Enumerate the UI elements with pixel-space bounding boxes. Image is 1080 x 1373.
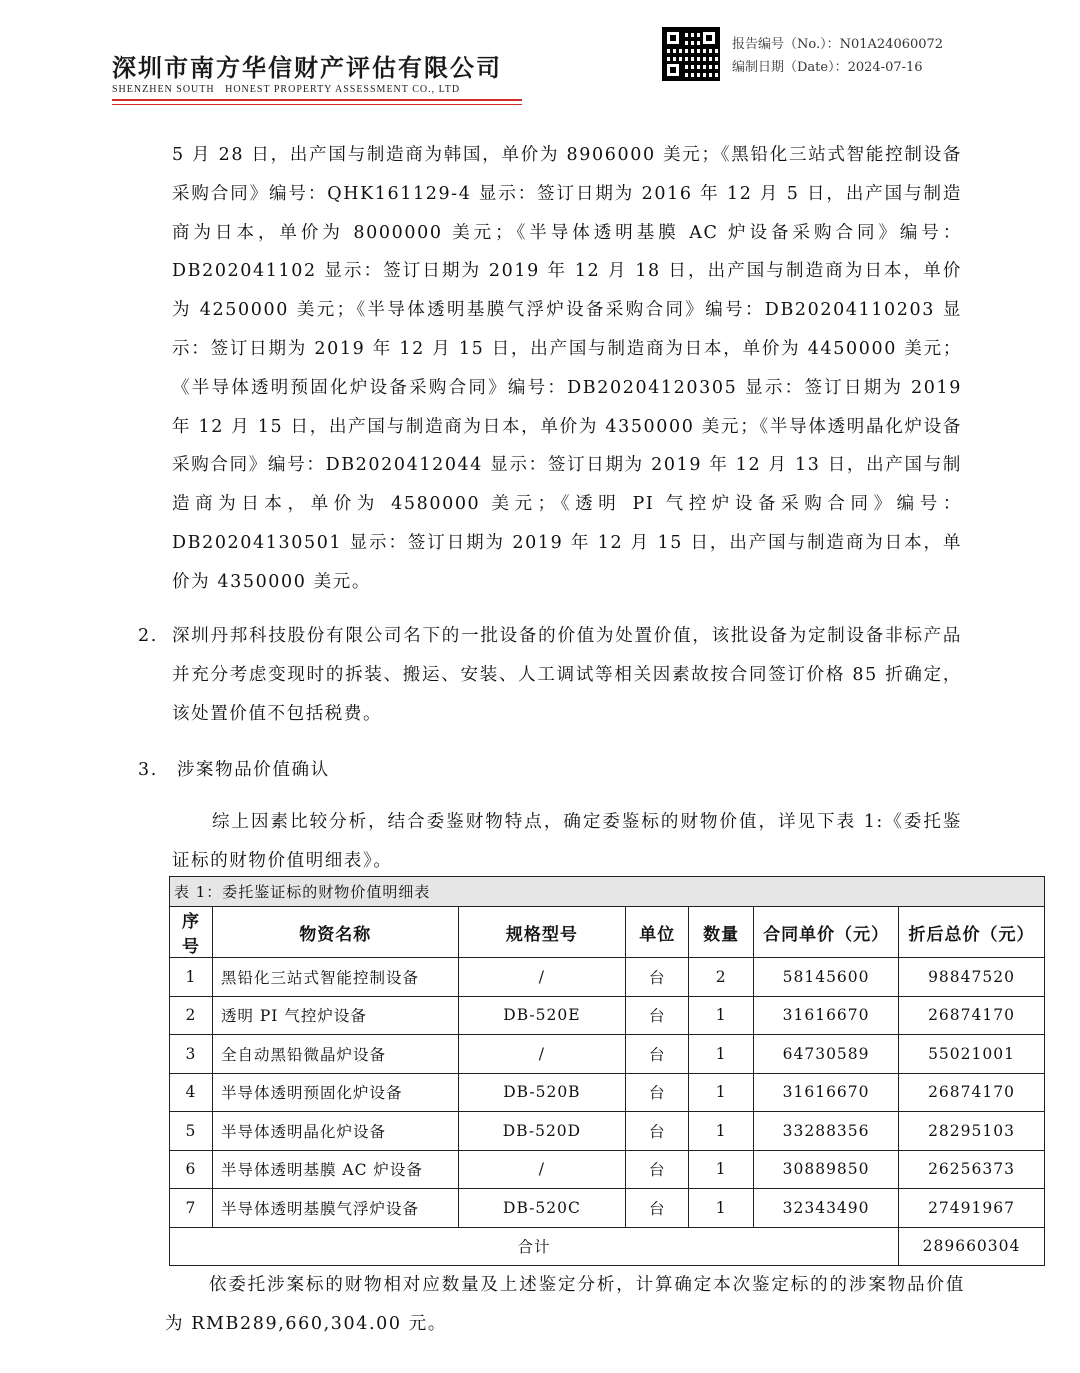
- cell-total: 98847520: [899, 958, 1045, 997]
- table-header-row: [170, 907, 1045, 958]
- cell-total: 26874170: [899, 1073, 1045, 1112]
- cell-model: DB-520D: [458, 1112, 626, 1151]
- conclusion-paragraph: 依委托涉案标的财物相对应数量及上述鉴定分析，计算确定本次鉴定标的的涉案物品价值为 RMB289,660,304.00 元。: [165, 1275, 965, 1334]
- item-2-text: 深圳丹邦科技股份有限公司名下的一批设备的价值为处置价值，该批设备为定制设备非标产品并充分考虑变现时的拆装、搬运、安装、人工调试等相关因素故按合同签订价格 85 折确定，该处置价值不包括税费。: [172, 626, 962, 724]
- company-name-cn: 深圳市南方华信财产评估有限公司: [112, 54, 502, 82]
- cell-name: 全自动黑铅微晶炉设备: [212, 1035, 458, 1074]
- table-row: [170, 996, 1045, 1035]
- report-number: 报告编号（No.）：N01A24060072: [732, 37, 944, 52]
- cell-name: 透明 PI 气控炉设备: [212, 996, 458, 1035]
- cell-index: 2: [170, 996, 213, 1035]
- header-rule-thin: [112, 104, 522, 105]
- col-header-name: 物资名称: [212, 907, 458, 958]
- cell-index: 5: [170, 1112, 213, 1151]
- cell-qty: 1: [689, 1073, 754, 1112]
- cell-total: 28295103: [899, 1112, 1045, 1151]
- cell-total: 27491967: [899, 1189, 1045, 1228]
- cell-unit: 台: [626, 1112, 689, 1151]
- cell-index: 6: [170, 1150, 213, 1189]
- cell-name: 半导体透明预固化炉设备: [212, 1073, 458, 1112]
- table-caption-row: [170, 877, 1045, 907]
- col-header-total: 折后总价（元）: [899, 907, 1045, 958]
- letterhead: [0, 0, 1080, 112]
- cell-qty: 1: [689, 1035, 754, 1074]
- item-3-number: 3.: [138, 760, 158, 780]
- cell-unit-price: 58145600: [754, 958, 899, 997]
- cell-unit-price: 32343490: [754, 1189, 899, 1228]
- table-row: [170, 1035, 1045, 1074]
- cell-qty: 1: [689, 1189, 754, 1228]
- cell-model: DB-520C: [458, 1189, 626, 1228]
- cell-qty: 1: [689, 1150, 754, 1189]
- cell-total: 26256373: [899, 1150, 1045, 1189]
- summary-paragraph: 综上因素比较分析，结合委鉴财物特点，确定委鉴标的财物价值，详见下表 1:《委托鉴证标的财物价值明细表》。: [172, 812, 962, 871]
- cell-name: 半导体透明基膜气浮炉设备: [212, 1189, 458, 1228]
- cell-total: 55021001: [899, 1035, 1045, 1074]
- cell-unit-price: 31616670: [754, 996, 899, 1035]
- item-3-text: 涉案物品价值确认: [176, 760, 330, 780]
- cell-qty: 2: [689, 958, 754, 997]
- cell-unit-price: 33288356: [754, 1112, 899, 1151]
- col-header-unit-price: 合同单价（元）: [754, 907, 899, 958]
- table-row: [170, 1112, 1045, 1151]
- col-header-unit: 单位: [626, 907, 689, 958]
- cell-qty: 1: [689, 996, 754, 1035]
- col-header-model: 规格型号: [458, 907, 626, 958]
- table-row: [170, 1150, 1045, 1189]
- cell-unit: 台: [626, 996, 689, 1035]
- cell-model: DB-520B: [458, 1073, 626, 1112]
- cell-index: 4: [170, 1073, 213, 1112]
- cell-unit: 台: [626, 1035, 689, 1074]
- cell-name: 半导体透明晶化炉设备: [212, 1112, 458, 1151]
- report-date: 编制日期（Date）：2024-07-16: [732, 60, 923, 75]
- cell-unit: 台: [626, 1073, 689, 1112]
- asset-value-table: [169, 876, 1045, 1266]
- table-row: [170, 1189, 1045, 1228]
- col-header-index: 序号: [170, 907, 213, 958]
- cell-index: 3: [170, 1035, 213, 1074]
- cell-index: 1: [170, 958, 213, 997]
- cell-model: /: [458, 1035, 626, 1074]
- header-rule: [112, 99, 522, 101]
- cell-model: /: [458, 958, 626, 997]
- cell-unit: 台: [626, 958, 689, 997]
- item-2-number: 2.: [138, 626, 158, 646]
- cell-index: 7: [170, 1189, 213, 1228]
- col-header-qty: 数量: [689, 907, 754, 958]
- cell-total: 26874170: [899, 996, 1045, 1035]
- table-row: [170, 1073, 1045, 1112]
- contract-details-paragraph: 5 月 28 日，出产国与制造商为韩国，单价为 8906000 美元；《黑铅化三站式智能控制设备采购合同》编号：QHK161129-4 显示：签订日期为 2016 年 12 月 5 日，出产国与制造商为日本，单价为 8000000 美元；《半导体透明基膜 AC 炉设备采购合同》编号：DB202041102 显示：签订日期为 2019 年 12 月 18 日，出产国与制造商为日本，单价为 4250000 美元；《半导体透明基膜气浮炉设备采购合同》编号：DB20204110203 显示：签订日期为 2019 年 12 月 15 日，出产国与制造商为日本，单价为 4450000 美元；《半导体透明预固化炉设备采购合同》编号：DB20204120305 显示：签订日期为 2019 年 12 月 15 日，出产国与制造商为日本，单价为 4350000 美元；《半导体透明晶化炉设备采购合同》编号：DB2020412044 显示：签订日期为 2019 年 12 月 13 日，出产国与制造商为日本，单价为 4580000 美元；《透明 PI 气控炉设备采购合同》编号：DB20204130501 显示：签订日期为 2019 年 12 月 15 日，出产国与制造商为日本，单价为 4350000 美元。: [172, 145, 962, 592]
- table-row: [170, 958, 1045, 997]
- cell-name: 黑铅化三站式智能控制设备: [212, 958, 458, 997]
- cell-unit: 台: [626, 1150, 689, 1189]
- cell-unit-price: 30889850: [754, 1150, 899, 1189]
- table-total-row: [170, 1227, 1045, 1266]
- cell-name: 半导体透明基膜 AC 炉设备: [212, 1150, 458, 1189]
- cell-unit-price: 64730589: [754, 1035, 899, 1074]
- cell-model: DB-520E: [458, 996, 626, 1035]
- total-label: 合计: [170, 1227, 899, 1266]
- table-caption: 表 1：委托鉴证标的财物价值明细表: [170, 877, 1045, 907]
- cell-unit: 台: [626, 1189, 689, 1228]
- cell-unit-price: 31616670: [754, 1073, 899, 1112]
- total-value: 289660304: [899, 1227, 1045, 1266]
- cell-qty: 1: [689, 1112, 754, 1151]
- company-name-en: SHENZHEN SOUTH HONEST PROPERTY ASSESSMENT CO., LTD: [112, 84, 461, 95]
- item-3-heading: [138, 751, 330, 790]
- qr-code-icon: [664, 29, 718, 79]
- cell-model: /: [458, 1150, 626, 1189]
